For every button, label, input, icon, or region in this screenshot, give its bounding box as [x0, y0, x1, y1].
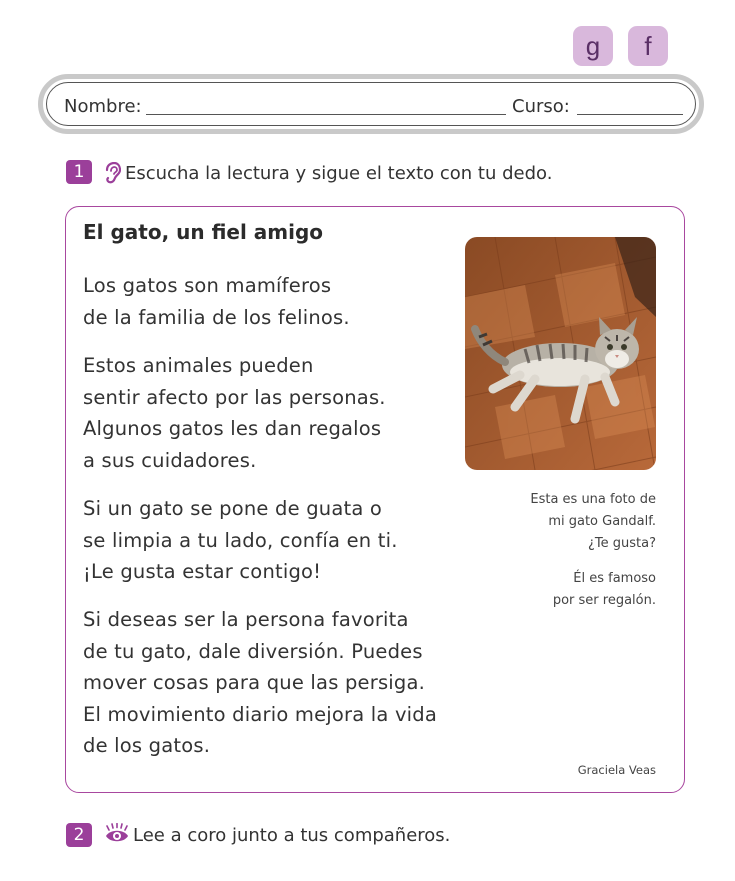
- badge-g: g: [573, 26, 613, 66]
- caption-line: ¿Te gusta?: [588, 536, 656, 551]
- caption-line: Esta es una foto de: [530, 492, 656, 507]
- activity-2-number: 2: [66, 823, 92, 847]
- caption-line: mi gato Gandalf.: [548, 514, 656, 529]
- paragraph-2: [83, 350, 386, 476]
- curso-line[interactable]: [577, 114, 683, 115]
- text-line: Algunos gatos les dan regalos: [83, 417, 382, 440]
- paragraph-3: [83, 493, 398, 588]
- curso-label: Curso:: [512, 96, 570, 117]
- activity-2-text: Lee a coro junto a tus compañeros.: [133, 825, 451, 846]
- nombre-line[interactable]: [146, 114, 506, 115]
- badge-f: f: [628, 26, 668, 66]
- photo-caption-2: [553, 568, 656, 612]
- reading-title: El gato, un fiel amigo: [83, 220, 324, 244]
- text-line: ¡Le gusta estar contigo!: [83, 560, 322, 583]
- text-line: mover cosas para que las persiga.: [83, 671, 426, 694]
- text-line: de los gatos.: [83, 734, 211, 757]
- text-line: Los gatos son mamíferos: [83, 274, 332, 297]
- text-line: de tu gato, dale diversión. Puedes: [83, 639, 423, 663]
- text-line: de la familia de los felinos.: [83, 305, 350, 329]
- activity-1-text: Escucha la lectura y sigue el texto con tu dedo.: [125, 163, 553, 184]
- activity-1-number: 1: [66, 160, 92, 184]
- text-line: El movimiento diario mejora la vida: [83, 702, 438, 726]
- text-line: Si un gato se pone de guata o: [83, 497, 383, 520]
- caption-line: por ser regalón.: [552, 593, 656, 608]
- text-line: Si deseas ser la persona favorita: [83, 608, 409, 631]
- ear-icon: [103, 162, 121, 184]
- photo-caption: [530, 489, 656, 555]
- nombre-label: Nombre:: [64, 96, 142, 117]
- text-line: Estos animales pueden: [83, 354, 314, 377]
- cat-photo: [465, 237, 656, 470]
- text-line: se limpia a tu lado, confía en ti.: [83, 528, 398, 552]
- name-course-inner-frame: [46, 82, 696, 126]
- paragraph-4: [83, 604, 437, 762]
- author-name: Graciela Veas: [577, 763, 656, 777]
- caption-line: Él es famoso: [573, 571, 656, 586]
- paragraph-1: [83, 270, 350, 333]
- text-line: a sus cuidadores.: [83, 448, 257, 472]
- eye-icon: [104, 823, 130, 845]
- text-line: sentir afecto por las personas.: [83, 385, 386, 409]
